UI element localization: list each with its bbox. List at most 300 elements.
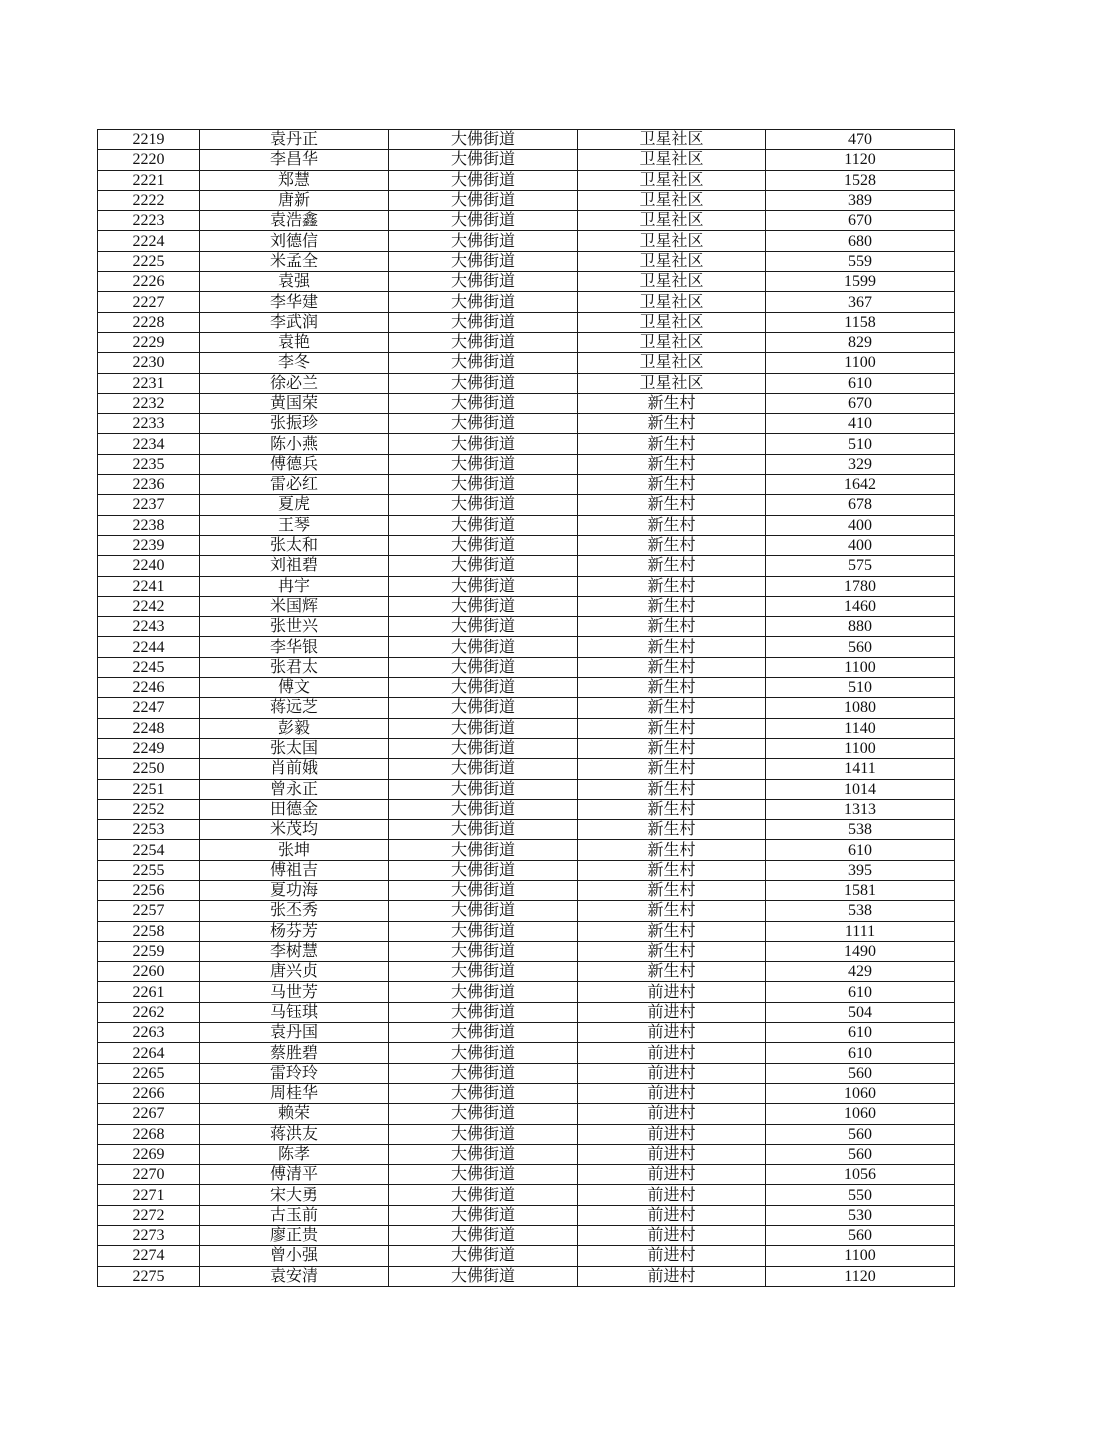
amount-cell: 1100 (766, 657, 955, 677)
table-row (98, 495, 955, 515)
community-cell: 新生村 (578, 454, 766, 474)
table-row (98, 1063, 955, 1083)
row-number-cell: 2256 (98, 880, 200, 900)
amount-cell: 880 (766, 617, 955, 637)
community-cell: 卫星社区 (578, 272, 766, 292)
table-row (98, 1023, 955, 1043)
community-cell: 新生村 (578, 698, 766, 718)
street-cell: 大佛街道 (389, 434, 578, 454)
street-cell: 大佛街道 (389, 1144, 578, 1164)
records-table-body (98, 130, 955, 1287)
street-cell: 大佛街道 (389, 1185, 578, 1205)
name-cell: 袁丹正 (200, 130, 389, 150)
row-number-cell: 2232 (98, 393, 200, 413)
community-cell: 卫星社区 (578, 251, 766, 271)
name-cell: 李华银 (200, 637, 389, 657)
community-cell: 卫星社区 (578, 170, 766, 190)
community-cell: 前进村 (578, 1185, 766, 1205)
table-row (98, 759, 955, 779)
table-row (98, 596, 955, 616)
street-cell: 大佛街道 (389, 637, 578, 657)
amount-cell: 367 (766, 292, 955, 312)
amount-cell: 1411 (766, 759, 955, 779)
table-row (98, 1185, 955, 1205)
name-cell: 张太国 (200, 738, 389, 758)
table-row (98, 1144, 955, 1164)
table-row (98, 941, 955, 961)
table-row (98, 414, 955, 434)
name-cell: 郑慧 (200, 170, 389, 190)
amount-cell: 1100 (766, 1246, 955, 1266)
table-row (98, 1246, 955, 1266)
street-cell: 大佛街道 (389, 1226, 578, 1246)
name-cell: 米茂均 (200, 820, 389, 840)
row-number-cell: 2230 (98, 353, 200, 373)
amount-cell: 470 (766, 130, 955, 150)
amount-cell: 1528 (766, 170, 955, 190)
name-cell: 张太和 (200, 535, 389, 555)
row-number-cell: 2245 (98, 657, 200, 677)
amount-cell: 389 (766, 190, 955, 210)
name-cell: 黄国荣 (200, 393, 389, 413)
table-row (98, 1083, 955, 1103)
community-cell: 新生村 (578, 779, 766, 799)
community-cell: 新生村 (578, 678, 766, 698)
community-cell: 新生村 (578, 840, 766, 860)
community-cell: 新生村 (578, 799, 766, 819)
name-cell: 傅德兵 (200, 454, 389, 474)
community-cell: 前进村 (578, 1002, 766, 1022)
records-table (97, 129, 955, 1287)
community-cell: 卫星社区 (578, 211, 766, 231)
community-cell: 新生村 (578, 414, 766, 434)
amount-cell: 560 (766, 1063, 955, 1083)
row-number-cell: 2264 (98, 1043, 200, 1063)
amount-cell: 680 (766, 231, 955, 251)
amount-cell: 1060 (766, 1104, 955, 1124)
amount-cell: 1490 (766, 941, 955, 961)
street-cell: 大佛街道 (389, 515, 578, 535)
row-number-cell: 2254 (98, 840, 200, 860)
name-cell: 袁丹国 (200, 1023, 389, 1043)
amount-cell: 1460 (766, 596, 955, 616)
amount-cell: 429 (766, 962, 955, 982)
amount-cell: 678 (766, 495, 955, 515)
row-number-cell: 2219 (98, 130, 200, 150)
row-number-cell: 2258 (98, 921, 200, 941)
street-cell: 大佛街道 (389, 393, 578, 413)
community-cell: 前进村 (578, 1205, 766, 1225)
row-number-cell: 2238 (98, 515, 200, 535)
community-cell: 新生村 (578, 637, 766, 657)
name-cell: 唐新 (200, 190, 389, 210)
table-row (98, 1266, 955, 1286)
row-number-cell: 2268 (98, 1124, 200, 1144)
table-row (98, 130, 955, 150)
amount-cell: 1056 (766, 1165, 955, 1185)
community-cell: 卫星社区 (578, 150, 766, 170)
name-cell: 袁安清 (200, 1266, 389, 1286)
table-row (98, 211, 955, 231)
table-row (98, 880, 955, 900)
street-cell: 大佛街道 (389, 130, 578, 150)
row-number-cell: 2231 (98, 373, 200, 393)
community-cell: 卫星社区 (578, 231, 766, 251)
row-number-cell: 2267 (98, 1104, 200, 1124)
row-number-cell: 2244 (98, 637, 200, 657)
amount-cell: 1111 (766, 921, 955, 941)
street-cell: 大佛街道 (389, 698, 578, 718)
row-number-cell: 2253 (98, 820, 200, 840)
table-row (98, 799, 955, 819)
name-cell: 米国辉 (200, 596, 389, 616)
name-cell: 张振珍 (200, 414, 389, 434)
community-cell: 新生村 (578, 941, 766, 961)
name-cell: 廖正贵 (200, 1226, 389, 1246)
row-number-cell: 2240 (98, 556, 200, 576)
amount-cell: 1080 (766, 698, 955, 718)
row-number-cell: 2227 (98, 292, 200, 312)
table-row (98, 272, 955, 292)
table-row (98, 332, 955, 352)
row-number-cell: 2252 (98, 799, 200, 819)
street-cell: 大佛街道 (389, 1063, 578, 1083)
table-row (98, 617, 955, 637)
row-number-cell: 2246 (98, 678, 200, 698)
amount-cell: 1581 (766, 880, 955, 900)
name-cell: 周桂华 (200, 1083, 389, 1103)
amount-cell: 1642 (766, 475, 955, 495)
street-cell: 大佛街道 (389, 1083, 578, 1103)
street-cell: 大佛街道 (389, 576, 578, 596)
amount-cell: 1100 (766, 353, 955, 373)
name-cell: 张君太 (200, 657, 389, 677)
table-row (98, 475, 955, 495)
community-cell: 新生村 (578, 962, 766, 982)
row-number-cell: 2234 (98, 434, 200, 454)
name-cell: 蒋远芝 (200, 698, 389, 718)
table-row (98, 231, 955, 251)
community-cell: 新生村 (578, 434, 766, 454)
name-cell: 田德金 (200, 799, 389, 819)
street-cell: 大佛街道 (389, 454, 578, 474)
table-row (98, 718, 955, 738)
amount-cell: 575 (766, 556, 955, 576)
community-cell: 新生村 (578, 718, 766, 738)
table-row (98, 962, 955, 982)
table-row (98, 251, 955, 271)
amount-cell: 510 (766, 434, 955, 454)
street-cell: 大佛街道 (389, 860, 578, 880)
amount-cell: 400 (766, 515, 955, 535)
table-row (98, 576, 955, 596)
community-cell: 前进村 (578, 1165, 766, 1185)
community-cell: 新生村 (578, 921, 766, 941)
name-cell: 傅祖吉 (200, 860, 389, 880)
street-cell: 大佛街道 (389, 617, 578, 637)
name-cell: 彭毅 (200, 718, 389, 738)
table-row (98, 921, 955, 941)
row-number-cell: 2275 (98, 1266, 200, 1286)
name-cell: 曾小强 (200, 1246, 389, 1266)
amount-cell: 560 (766, 637, 955, 657)
street-cell: 大佛街道 (389, 373, 578, 393)
community-cell: 前进村 (578, 1083, 766, 1103)
street-cell: 大佛街道 (389, 1002, 578, 1022)
community-cell: 新生村 (578, 820, 766, 840)
name-cell: 唐兴贞 (200, 962, 389, 982)
table-row (98, 637, 955, 657)
street-cell: 大佛街道 (389, 475, 578, 495)
street-cell: 大佛街道 (389, 738, 578, 758)
street-cell: 大佛街道 (389, 596, 578, 616)
name-cell: 陈小燕 (200, 434, 389, 454)
amount-cell: 560 (766, 1226, 955, 1246)
name-cell: 袁强 (200, 272, 389, 292)
community-cell: 前进村 (578, 1226, 766, 1246)
street-cell: 大佛街道 (389, 190, 578, 210)
row-number-cell: 2241 (98, 576, 200, 596)
amount-cell: 538 (766, 901, 955, 921)
community-cell: 前进村 (578, 1063, 766, 1083)
amount-cell: 670 (766, 393, 955, 413)
name-cell: 李武润 (200, 312, 389, 332)
community-cell: 前进村 (578, 1144, 766, 1164)
street-cell: 大佛街道 (389, 414, 578, 434)
name-cell: 袁浩鑫 (200, 211, 389, 231)
community-cell: 新生村 (578, 880, 766, 900)
amount-cell: 560 (766, 1124, 955, 1144)
table-row (98, 292, 955, 312)
community-cell: 前进村 (578, 1104, 766, 1124)
community-cell: 新生村 (578, 556, 766, 576)
community-cell: 新生村 (578, 759, 766, 779)
name-cell: 张坤 (200, 840, 389, 860)
street-cell: 大佛街道 (389, 353, 578, 373)
amount-cell: 504 (766, 1002, 955, 1022)
street-cell: 大佛街道 (389, 941, 578, 961)
street-cell: 大佛街道 (389, 982, 578, 1002)
name-cell: 马钰琪 (200, 1002, 389, 1022)
table-row (98, 901, 955, 921)
street-cell: 大佛街道 (389, 1104, 578, 1124)
row-number-cell: 2249 (98, 738, 200, 758)
street-cell: 大佛街道 (389, 1266, 578, 1286)
street-cell: 大佛街道 (389, 211, 578, 231)
row-number-cell: 2250 (98, 759, 200, 779)
table-row (98, 860, 955, 880)
amount-cell: 670 (766, 211, 955, 231)
table-row (98, 150, 955, 170)
community-cell: 前进村 (578, 982, 766, 1002)
amount-cell: 1158 (766, 312, 955, 332)
amount-cell: 559 (766, 251, 955, 271)
name-cell: 傅文 (200, 678, 389, 698)
row-number-cell: 2257 (98, 901, 200, 921)
table-row (98, 353, 955, 373)
table-row (98, 434, 955, 454)
row-number-cell: 2233 (98, 414, 200, 434)
amount-cell: 1100 (766, 738, 955, 758)
table-row (98, 1226, 955, 1246)
table-row (98, 982, 955, 1002)
name-cell: 张丕秀 (200, 901, 389, 921)
community-cell: 卫星社区 (578, 312, 766, 332)
table-row (98, 190, 955, 210)
name-cell: 蔡胜碧 (200, 1043, 389, 1063)
community-cell: 新生村 (578, 617, 766, 637)
name-cell: 李树慧 (200, 941, 389, 961)
street-cell: 大佛街道 (389, 251, 578, 271)
row-number-cell: 2247 (98, 698, 200, 718)
street-cell: 大佛街道 (389, 921, 578, 941)
table-row (98, 698, 955, 718)
name-cell: 夏虎 (200, 495, 389, 515)
row-number-cell: 2225 (98, 251, 200, 271)
name-cell: 徐必兰 (200, 373, 389, 393)
community-cell: 新生村 (578, 657, 766, 677)
name-cell: 肖前娥 (200, 759, 389, 779)
community-cell: 前进村 (578, 1023, 766, 1043)
table-row (98, 1165, 955, 1185)
community-cell: 新生村 (578, 860, 766, 880)
name-cell: 古玉前 (200, 1205, 389, 1225)
table-row (98, 840, 955, 860)
row-number-cell: 2229 (98, 332, 200, 352)
row-number-cell: 2220 (98, 150, 200, 170)
street-cell: 大佛街道 (389, 272, 578, 292)
street-cell: 大佛街道 (389, 1043, 578, 1063)
street-cell: 大佛街道 (389, 1023, 578, 1043)
street-cell: 大佛街道 (389, 759, 578, 779)
table-row (98, 515, 955, 535)
table-row (98, 1104, 955, 1124)
row-number-cell: 2224 (98, 231, 200, 251)
street-cell: 大佛街道 (389, 231, 578, 251)
amount-cell: 829 (766, 332, 955, 352)
community-cell: 前进村 (578, 1266, 766, 1286)
row-number-cell: 2262 (98, 1002, 200, 1022)
row-number-cell: 2223 (98, 211, 200, 231)
community-cell: 新生村 (578, 393, 766, 413)
street-cell: 大佛街道 (389, 535, 578, 555)
amount-cell: 410 (766, 414, 955, 434)
name-cell: 曾永正 (200, 779, 389, 799)
street-cell: 大佛街道 (389, 718, 578, 738)
amount-cell: 538 (766, 820, 955, 840)
row-number-cell: 2271 (98, 1185, 200, 1205)
row-number-cell: 2242 (98, 596, 200, 616)
community-cell: 新生村 (578, 495, 766, 515)
table-row (98, 779, 955, 799)
street-cell: 大佛街道 (389, 1124, 578, 1144)
amount-cell: 1120 (766, 1266, 955, 1286)
name-cell: 陈孝 (200, 1144, 389, 1164)
name-cell: 宋大勇 (200, 1185, 389, 1205)
row-number-cell: 2236 (98, 475, 200, 495)
community-cell: 新生村 (578, 515, 766, 535)
amount-cell: 1140 (766, 718, 955, 738)
name-cell: 傅清平 (200, 1165, 389, 1185)
table-row (98, 373, 955, 393)
row-number-cell: 2235 (98, 454, 200, 474)
amount-cell: 610 (766, 1023, 955, 1043)
row-number-cell: 2272 (98, 1205, 200, 1225)
name-cell: 赖荣 (200, 1104, 389, 1124)
street-cell: 大佛街道 (389, 332, 578, 352)
street-cell: 大佛街道 (389, 1246, 578, 1266)
community-cell: 前进村 (578, 1246, 766, 1266)
row-number-cell: 2270 (98, 1165, 200, 1185)
row-number-cell: 2221 (98, 170, 200, 190)
amount-cell: 1780 (766, 576, 955, 596)
name-cell: 雷必红 (200, 475, 389, 495)
row-number-cell: 2260 (98, 962, 200, 982)
row-number-cell: 2274 (98, 1246, 200, 1266)
row-number-cell: 2259 (98, 941, 200, 961)
amount-cell: 1599 (766, 272, 955, 292)
row-number-cell: 2228 (98, 312, 200, 332)
street-cell: 大佛街道 (389, 1165, 578, 1185)
table-row (98, 678, 955, 698)
table-row (98, 454, 955, 474)
row-number-cell: 2226 (98, 272, 200, 292)
row-number-cell: 2255 (98, 860, 200, 880)
street-cell: 大佛街道 (389, 657, 578, 677)
name-cell: 刘祖碧 (200, 556, 389, 576)
table-row (98, 738, 955, 758)
amount-cell: 560 (766, 1144, 955, 1164)
name-cell: 李冬 (200, 353, 389, 373)
amount-cell: 329 (766, 454, 955, 474)
name-cell: 蒋洪友 (200, 1124, 389, 1144)
street-cell: 大佛街道 (389, 820, 578, 840)
community-cell: 新生村 (578, 475, 766, 495)
table-row (98, 170, 955, 190)
community-cell: 新生村 (578, 576, 766, 596)
street-cell: 大佛街道 (389, 312, 578, 332)
street-cell: 大佛街道 (389, 678, 578, 698)
table-row (98, 820, 955, 840)
table-row (98, 393, 955, 413)
row-number-cell: 2239 (98, 535, 200, 555)
row-number-cell: 2237 (98, 495, 200, 515)
community-cell: 新生村 (578, 535, 766, 555)
table-row (98, 1043, 955, 1063)
community-cell: 卫星社区 (578, 190, 766, 210)
amount-cell: 1060 (766, 1083, 955, 1103)
row-number-cell: 2248 (98, 718, 200, 738)
community-cell: 前进村 (578, 1124, 766, 1144)
table-row (98, 1205, 955, 1225)
community-cell: 卫星社区 (578, 353, 766, 373)
name-cell: 李昌华 (200, 150, 389, 170)
community-cell: 卫星社区 (578, 292, 766, 312)
table-row (98, 1124, 955, 1144)
amount-cell: 400 (766, 535, 955, 555)
community-cell: 卫星社区 (578, 332, 766, 352)
street-cell: 大佛街道 (389, 292, 578, 312)
row-number-cell: 2263 (98, 1023, 200, 1043)
street-cell: 大佛街道 (389, 170, 578, 190)
name-cell: 李华建 (200, 292, 389, 312)
name-cell: 米孟全 (200, 251, 389, 271)
street-cell: 大佛街道 (389, 495, 578, 515)
street-cell: 大佛街道 (389, 962, 578, 982)
row-number-cell: 2261 (98, 982, 200, 1002)
table-row (98, 1002, 955, 1022)
row-number-cell: 2251 (98, 779, 200, 799)
